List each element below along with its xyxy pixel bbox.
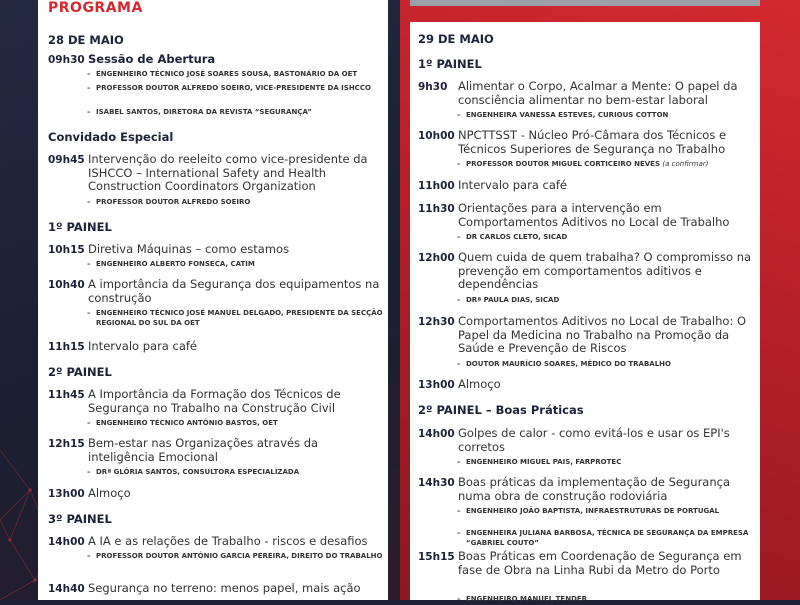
speaker: – ENGENHEIRO TÉCNICO JOSÉ SOARES SOUSA, BASTONÁRIO DA OET: [87, 70, 358, 78]
session-time: 11h30: [418, 203, 455, 215]
session-time: 14h00: [48, 536, 85, 548]
speaker: – ENGENHEIRO JOÃO BAPTISTA, INFRAESTRUTURAS DE PORTUGAL: [457, 507, 720, 515]
speaker: – PROFESSOR DOUTOR ALFREDO SOEIRO: [87, 198, 251, 206]
speaker-note: (a confirmar): [662, 160, 709, 168]
speaker: – PROFESSOR DOUTOR ANTÓNIO GARCIA PEREIRA, DIREITO DO TRABALHO: [87, 552, 383, 560]
speaker: – PROFESSOR DOUTOR MIGUEL CORTICEIRO NEVES (a confirmar): [457, 160, 709, 168]
session-title: A Importância da Formação dos Técnicos de Segurança no Trabalho na Construção Civil: [88, 387, 341, 415]
session-title: Boas Práticas em Coordenação de Segurança em fase de Obra na Linha Rubi da Metro do Porto: [458, 549, 742, 577]
session-time: 12h15: [48, 438, 85, 450]
session-title: Sessão de Abertura: [88, 52, 216, 66]
session-time: 09h30: [48, 54, 85, 66]
section-heading: 2º PAINEL – Boas Práticas: [418, 403, 584, 417]
speaker: – ENGENHEIRO MANUEL TENDER: [457, 595, 588, 603]
session-time: 14h40: [48, 583, 85, 595]
speaker: – ENGENHEIRO MIGUEL PAIS, FARPROTEC: [457, 458, 622, 466]
session-time: 11h00: [418, 180, 455, 192]
speaker: – ENGENHEIRA VANESSA ESTEVES, CURIOUS COTTON: [457, 111, 669, 119]
speaker: – ENGENHEIRO ALBERTO FONSECA, CATIM: [87, 260, 255, 268]
session-title: Intervenção do reeleito como vice-presidente da ISHCCO – International Safety and Health Construction Coordinators Organization: [88, 152, 368, 193]
session-title: Orientações para a intervenção em Comportamentos Aditivos no Local de Trabalho: [458, 201, 730, 229]
session-title: Almoço: [88, 486, 131, 500]
session-title: Quem cuida de quem trabalha? O compromisso na prevenção em comportamentos aditivos e dependências: [458, 250, 752, 291]
session-time: 13h00: [48, 488, 85, 500]
session-time: 13h00: [418, 379, 455, 391]
day2-date: 29 DE MAIO: [418, 32, 494, 46]
session-time: 10h40: [48, 279, 85, 291]
speaker: – DRª GLÓRIA SANTOS, CONSULTORA ESPECIALIZADA: [87, 468, 300, 476]
speaker: – ENGENHEIRA JULIANA BARBOSA, TÉCNICA DE SEGURANÇA DA EMPRESA “GABRIEL COUTO”: [457, 529, 749, 547]
session-title: Comportamentos Aditivos no Local de Trabalho: O Papel da Medicina no Trabalho na Promoção da Saúde e Prevenção de Riscos: [458, 314, 747, 355]
session-time: 09h45: [48, 154, 85, 166]
session-time: 11h45: [48, 389, 85, 401]
session-time: 14h00: [418, 428, 455, 440]
session-title: NPCTTSST - Núcleo Pró-Câmara dos Técnicos e Técnicos Superiores de Segurança no Trabalho: [458, 128, 727, 156]
session-time: 12h30: [418, 316, 455, 328]
section-heading: 1º PAINEL: [48, 220, 112, 234]
session-title: A importância da Segurança dos equipamentos na construção: [88, 277, 380, 305]
speaker: – DRª PAULA DIAS, SICAD: [457, 296, 560, 304]
session-title: Alimentar o Corpo, Acalmar a Mente: O papel da consciência alimentar no bem-estar laboral: [458, 79, 738, 107]
speaker: – ENGENHEIRO TÉCNICO ANTÓNIO BASTOS, OET: [87, 419, 278, 427]
section-heading: 3º PAINEL: [48, 512, 112, 526]
speaker: – DOUTOR MAURÍCIO SOARES, MÉDICO DO TRABALHO: [457, 360, 671, 368]
speaker: – ENGENHEIRO TÉCNICO JOSÉ MANUEL DELGADO, PRESIDENTE DA SECÇÃO REGIONAL DO SUL DA OET: [87, 309, 383, 327]
session-time: 14h30: [418, 477, 455, 489]
section-heading: Convidado Especial: [48, 130, 174, 144]
speaker: – ISABEL SANTOS, DIRETORA DA REVISTA “SEGURANÇA”: [87, 108, 312, 116]
speaker: – DR CARLOS CLETO, SICAD: [457, 233, 568, 241]
session-time: 9h30: [418, 81, 448, 93]
session-title: Diretiva Máquinas – como estamos: [88, 242, 290, 256]
session-time: 12h00: [418, 252, 455, 264]
page-title: PROGRAMA: [48, 0, 143, 16]
session-title: Almoço: [458, 377, 501, 391]
session-title: Segurança no terreno: menos papel, mais ação: [88, 581, 361, 595]
speaker: – PROFESSOR DOUTOR ALFREDO SOEIRO, VICE-PRESIDENTE DA ISHCCO: [87, 84, 371, 92]
session-title: Golpes de calor - como evitá-los e usar os EPI's corretos: [458, 426, 730, 454]
day1-date: 28 DE MAIO: [48, 33, 124, 47]
session-time: 10h15: [48, 244, 85, 256]
session-title: A IA e as relações de Trabalho - riscos e desafios: [88, 534, 368, 548]
top-strip: [410, 0, 760, 6]
session-time: 11h15: [48, 341, 85, 353]
session-title: Intervalo para café: [88, 339, 198, 353]
session-time: 10h00: [418, 130, 455, 142]
session-title: Intervalo para café: [458, 178, 568, 192]
session-title: Bem-estar nas Organizações através da inteligência Emocional: [88, 436, 319, 464]
session-time: 15h15: [418, 551, 455, 563]
session-title: Boas práticas da implementação de Segurança numa obra de construção rodoviária: [458, 475, 730, 503]
section-heading: 1º PAINEL: [418, 57, 482, 71]
section-heading: 2º PAINEL: [48, 365, 112, 379]
